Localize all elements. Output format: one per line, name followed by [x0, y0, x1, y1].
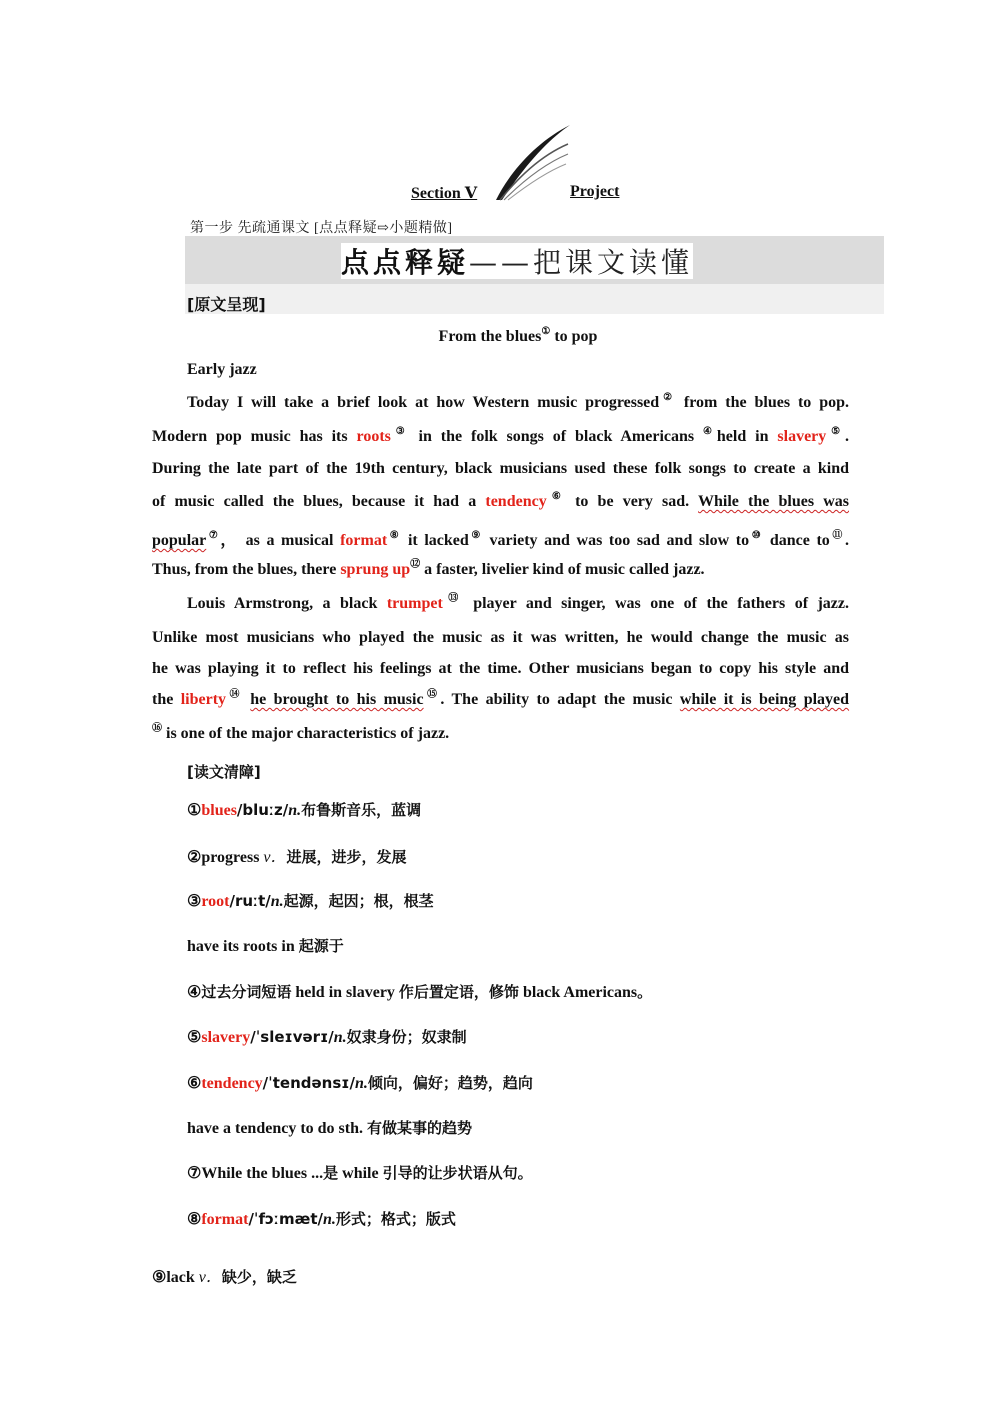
article-title-b: to pop — [550, 328, 598, 345]
text-span: in the folk songs of black Americans — [409, 428, 704, 445]
text-span: he was playing it to reflect his feelings at the time. Other musicians began to copy his style and — [152, 660, 849, 677]
text-span: Today I will take a brief look at how Western music progressed — [187, 394, 660, 411]
footnote-marker: ⑬ — [442, 593, 464, 604]
note-pos: n. — [322, 1211, 336, 1228]
text-span: player and singer, was one of the fathers of jazz. — [463, 595, 850, 612]
note-phrase-en: have a tendency to do sth. — [187, 1120, 368, 1137]
step-instruction: 第一步 先疏通课文 [点点释疑⇨小题精做] — [190, 221, 453, 236]
note-definition: 布鲁斯音乐，蓝调 — [301, 801, 422, 819]
note-number: ④ — [187, 984, 202, 1001]
note-3-phrase — [187, 935, 344, 956]
keyword-liberty: liberty — [180, 691, 227, 708]
note-text-en: While the blues ... — [201, 1165, 324, 1182]
text-span: from the blues to pop. — [675, 394, 849, 411]
original-text-label: [原文呈现] — [187, 295, 266, 314]
footnote-marker: ⑭ — [226, 689, 243, 700]
footnote-marker: ② — [659, 392, 676, 403]
paragraph-2-line-4 — [152, 691, 849, 709]
note-6-phrase — [187, 1117, 472, 1138]
text-span: is one of the major characteristics of jazz. — [162, 725, 450, 742]
footnote-marker: ⑩ — [749, 530, 764, 541]
note-word: lack — [166, 1269, 195, 1286]
article-subtitle: Early jazz — [187, 361, 257, 378]
section-heading — [0, 183, 1000, 205]
footnote-marker: ⑫ — [410, 559, 421, 570]
note-text-en: while — [338, 1165, 383, 1182]
text-span: dance to — [763, 532, 830, 549]
note-definition: 倾向，偏好；趋势，趋向 — [367, 1074, 533, 1092]
footnote-marker: ⑤ — [826, 426, 846, 437]
footnote-marker: ⑯ — [152, 723, 162, 734]
keyword-sprung-up: sprung up — [340, 561, 411, 578]
note-phonetic: /bluːz/ — [236, 801, 289, 819]
note-text-cn: 是 — [323, 1164, 339, 1182]
note-9 — [152, 1264, 297, 1287]
note-5 — [187, 1026, 467, 1047]
note-definition: 起源，起因；根，根茎 — [283, 892, 434, 910]
note-pos: v． — [194, 1269, 222, 1286]
text-span: of music called the blues, because it had a — [152, 493, 486, 510]
keyword-format: format — [340, 532, 388, 549]
note-phrase-cn: 有做某事的趋势 — [367, 1119, 473, 1137]
banner-light-text: ——把课文读懂 — [469, 246, 694, 279]
note-definition: 缺少，缺乏 — [221, 1268, 297, 1286]
note-pos: n. — [270, 893, 284, 910]
note-number: ⑨ — [152, 1269, 167, 1286]
note-number: ① — [187, 802, 202, 819]
paragraph-1-line-2 — [152, 428, 849, 446]
paragraph-2-line-1 — [187, 595, 849, 613]
keyword-tendency: tendency — [485, 493, 547, 510]
note-text-en: held in slavery — [291, 984, 399, 1001]
note-word: progress — [201, 849, 260, 866]
footnote-marker: ⑧ — [387, 530, 402, 541]
footnote-marker: ④ — [703, 426, 717, 437]
banner-title — [341, 243, 693, 279]
note-number: ⑧ — [187, 1211, 202, 1228]
text-span: ， as a musical — [220, 532, 341, 549]
note-pos: n. — [333, 1029, 347, 1046]
note-text-cn: 。 — [637, 983, 653, 1001]
text-span: During the late part of the 19th century, black musicians used these folk songs to create a kind — [152, 460, 849, 477]
original-text-bar — [185, 284, 884, 314]
footnote-marker: ⑦ — [206, 530, 221, 541]
note-definition: 奴隶身份；奴隶制 — [346, 1028, 467, 1046]
text-span: . — [845, 532, 850, 549]
text-span: it lacked — [401, 532, 469, 549]
note-number: ② — [187, 849, 202, 866]
keyword-trumpet: trumpet — [386, 595, 443, 612]
note-7 — [187, 1162, 533, 1183]
note-pos: v． — [259, 849, 287, 866]
underlined-clause: he brought to his music — [250, 691, 424, 708]
note-phonetic: /ˈfɔːmæt/ — [248, 1210, 323, 1228]
note-text-cn: 过去分词短语 — [201, 983, 292, 1001]
text-span: to be very sad. — [565, 493, 699, 510]
note-phonetic: /ˈtendənsɪ/ — [262, 1074, 355, 1092]
paragraph-2-line-2 — [152, 629, 849, 647]
note-number: ⑥ — [187, 1075, 202, 1092]
note-8 — [187, 1208, 456, 1229]
text-span: variety and was too sad and slow to — [482, 532, 750, 549]
keyword-roots: roots — [356, 428, 391, 445]
footnote-marker: ⑮ — [423, 689, 441, 700]
footnote-marker: ⑨ — [468, 530, 483, 541]
note-phrase-en: have its roots in — [187, 938, 299, 955]
note-text-en: black Americans — [518, 984, 638, 1001]
note-phonetic: /ruːt/ — [229, 892, 271, 910]
note-6 — [187, 1072, 533, 1093]
paragraph-2-line-3 — [152, 660, 849, 678]
note-text-cn: 作后置定语，修饰 — [398, 983, 519, 1001]
text-span: . The ability to adapt the music — [440, 691, 680, 708]
note-phrase-cn: 起源于 — [298, 937, 344, 955]
note-1 — [187, 799, 421, 820]
note-2 — [187, 844, 407, 867]
note-number: ③ — [187, 893, 202, 910]
paragraph-1-line-1 — [187, 394, 849, 412]
note-pos: n. — [288, 802, 302, 819]
footnote-marker: ⑪ — [829, 530, 846, 541]
text-span: held in — [716, 428, 778, 445]
banner-heavy-text: 点点释疑 — [341, 246, 470, 279]
note-word: slavery — [201, 1029, 251, 1046]
article-title-a: From the blues — [438, 328, 542, 345]
paragraph-1-line-3 — [152, 460, 849, 478]
note-phonetic: /ˈsleɪvərɪ/ — [250, 1028, 334, 1046]
text-span: Modern pop music has its — [152, 428, 357, 445]
note-4 — [187, 981, 652, 1002]
paragraph-2-line-5 — [152, 725, 849, 743]
note-pos: n. — [354, 1075, 368, 1092]
note-word: blues — [201, 802, 237, 819]
footnote-marker: ⑥ — [546, 491, 566, 502]
paragraph-1-line-4 — [152, 493, 849, 511]
section-title: Project — [570, 183, 620, 200]
text-span: . — [845, 428, 850, 445]
keyword-slavery: slavery — [777, 428, 827, 445]
note-word: format — [201, 1211, 249, 1228]
notes-label: [读文清障] — [187, 763, 261, 781]
note-number: ⑤ — [187, 1029, 202, 1046]
text-span: the — [152, 691, 181, 708]
article-title — [0, 328, 1000, 346]
note-definition: 进展，进步，发展 — [286, 848, 407, 866]
text-span: Unlike most musicians who played the music as it was written, he would change the music as — [152, 629, 849, 646]
underlined-clause: popular — [152, 532, 207, 549]
note-number: ⑦ — [187, 1165, 202, 1182]
note-word: tendency — [201, 1075, 263, 1092]
footnote-marker: ① — [541, 326, 551, 337]
paragraph-1-line-6 — [152, 561, 849, 579]
footnote-marker: ③ — [390, 426, 410, 437]
underlined-clause: while it is being played — [679, 691, 850, 708]
section-number: Section Ⅴ — [411, 185, 478, 202]
note-word: root — [201, 893, 230, 910]
banner — [185, 236, 884, 284]
note-3 — [187, 890, 434, 911]
text-span: Thus, from the blues, there — [152, 561, 341, 578]
text-span: a faster, livelier kind of music called jazz. — [420, 561, 705, 578]
text-span: Louis Armstrong, a black — [187, 595, 387, 612]
note-definition: 形式；格式；版式 — [335, 1210, 456, 1228]
underlined-clause: While the blues was — [698, 493, 850, 510]
note-text-cn: 引导的让步状语从句。 — [382, 1164, 533, 1182]
paragraph-1-line-5 — [152, 527, 849, 550]
